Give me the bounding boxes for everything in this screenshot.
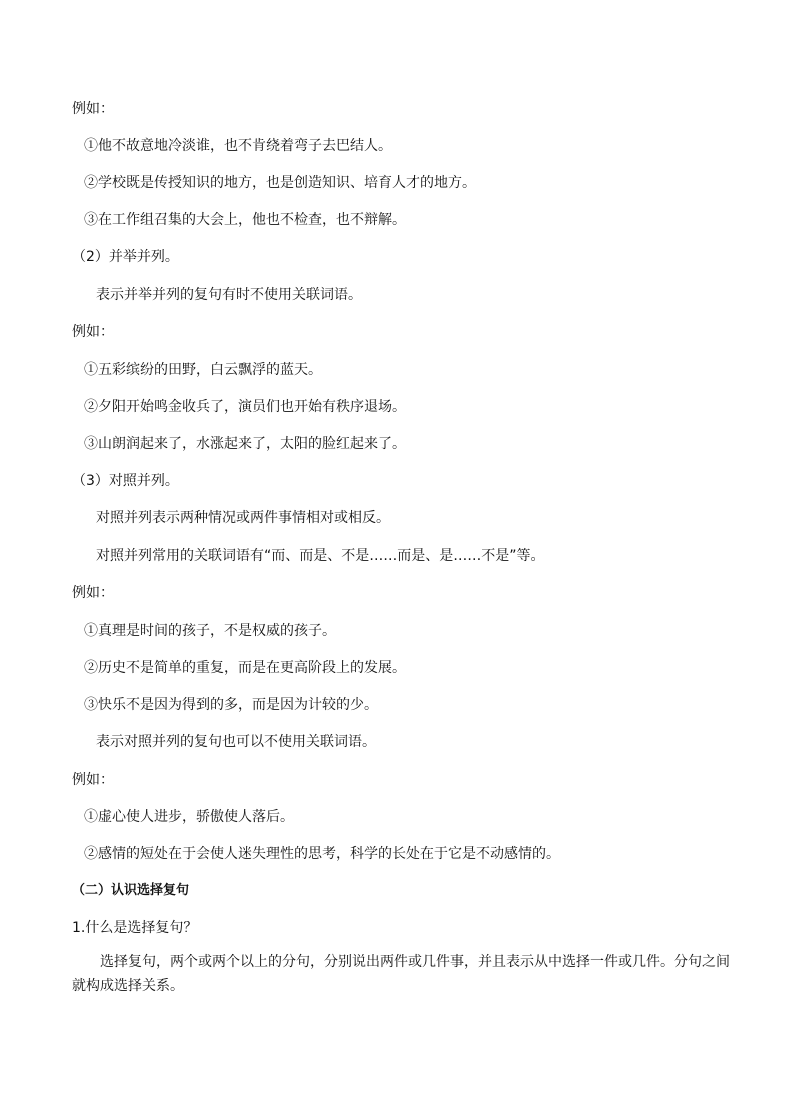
body-paragraph: 选择复句，两个或两个以上的分句，分别说出两件或几件事，并且表示从中选择一件或几件。分句之间就构成选择关系。 [72,954,730,994]
example-label: 例如： [72,585,114,601]
example-sentence: ③快乐不是因为得到的多，而是因为计较的少。 [84,697,378,713]
chapter-heading: （二）认识选择复句 [72,883,190,898]
example-label: 例如： [72,324,114,340]
body-paragraph: 对照并列常用的关联词语有“而、而是、不是……而是、是……不是”等。 [96,548,545,564]
example-label: 例如： [72,101,114,117]
section-heading: （3）对照并列。 [72,473,179,489]
body-paragraph: 表示并举并列的复句有时不使用关联词语。 [96,287,362,303]
example-sentence: ②学校既是传授知识的地方，也是创造知识、培育人才的地方。 [84,175,476,191]
example-sentence: ①五彩缤纷的田野，白云飘浮的蓝天。 [84,362,322,378]
example-sentence: ②夕阳开始鸣金收兵了，演员们也开始有秩序退场。 [84,399,406,415]
example-sentence: ③山朗润起来了，水涨起来了，太阳的脸红起来了。 [84,436,406,452]
body-paragraph: 表示对照并列的复句也可以不使用关联词语。 [96,734,376,750]
example-sentence: ②历史不是简单的重复，而是在更高阶段上的发展。 [84,660,406,676]
example-label: 例如： [72,772,114,788]
example-sentence: ②感情的短处在于会使人迷失理性的思考，科学的长处在于它是不动感情的。 [84,846,560,862]
example-sentence: ①虚心使人进步，骄傲使人落后。 [84,809,294,825]
example-sentence: ③在工作组召集的大会上，他也不检查，也不辩解。 [84,212,406,228]
body-paragraph: 对照并列表示两种情况或两件事情相对或相反。 [96,510,390,526]
question-heading: 1.什么是选择复句？ [72,920,198,936]
section-heading: （2）并举并列。 [72,249,179,265]
example-sentence: ①真理是时间的孩子，不是权威的孩子。 [84,623,336,639]
example-sentence: ①他不故意地冷淡谁，也不肯绕着弯子去巴结人。 [84,138,392,154]
